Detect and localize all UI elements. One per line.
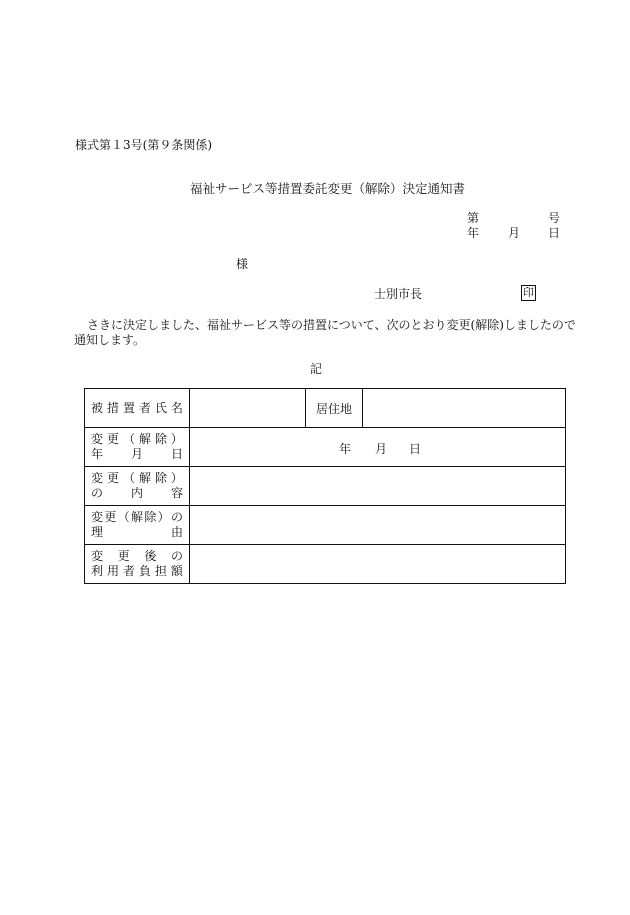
label-change-date (85, 428, 190, 467)
label-char: 年 (91, 447, 104, 461)
label-char: 解 (138, 471, 151, 485)
label-char: ） (170, 432, 183, 446)
date-day: 日 (548, 226, 561, 240)
label-char: 負 (138, 564, 151, 578)
label-char: の (170, 510, 183, 524)
label-char: 名 (170, 400, 183, 415)
label-recipient-name (85, 389, 190, 428)
change-reason-cell[interactable] (190, 506, 566, 545)
date-month: 月 (508, 226, 521, 240)
label-char: 月 (130, 447, 143, 461)
label-char: 置 (122, 400, 135, 415)
form-number: 様式第１3号(第９条関係) (75, 138, 212, 152)
document-title: 福祉サービス等措置委託変更（解除）決定通知書 (190, 181, 466, 196)
change-content-cell[interactable] (190, 467, 566, 506)
label-change-content (85, 467, 190, 506)
change-date-cell[interactable] (190, 428, 566, 467)
label-char: 者 (138, 400, 151, 415)
label-residence: 居住地 (306, 389, 363, 428)
seal-box: 印 (523, 286, 534, 299)
label-char: 除 (144, 510, 157, 524)
label-char: （ (117, 510, 130, 524)
table-row-change-reason (85, 506, 566, 545)
change-date-year: 年 (339, 442, 352, 456)
label-char: 利 (91, 564, 104, 578)
table-row-recipient (85, 389, 566, 428)
change-date-month: 月 (375, 442, 388, 456)
label-char: 後 (144, 549, 157, 563)
label-char: 解 (138, 432, 151, 446)
label-char: 除 (154, 471, 167, 485)
label-char: ） (170, 471, 183, 485)
label-change-reason (85, 506, 190, 545)
doc-number-prefix: 第 (467, 211, 480, 225)
table-row-user-charge (85, 545, 566, 584)
label-char: 更 (104, 510, 117, 524)
label-char: 用 (106, 564, 119, 578)
label-char: （ (122, 471, 135, 485)
label-char: 容 (170, 486, 183, 500)
label-char: 解 (130, 510, 143, 524)
table-row-change-date (85, 428, 566, 467)
label-char: 更 (117, 549, 130, 563)
label-char: 氏 (154, 400, 167, 415)
body-text-line2: 通知します。 (74, 333, 146, 347)
label-char: 変 (91, 510, 104, 524)
label-user-charge (85, 545, 190, 584)
doc-number-suffix: 号 (548, 211, 561, 225)
residence-cell[interactable] (363, 389, 566, 428)
label-char: 更 (106, 471, 119, 485)
label-char: 理 (91, 525, 104, 539)
table-row-change-content (85, 467, 566, 506)
label-char: 被 (91, 400, 104, 415)
label-char: 変 (91, 549, 104, 563)
label-char: 者 (122, 564, 135, 578)
label-char: （ (122, 432, 135, 446)
label-char: 変 (91, 432, 104, 446)
label-char: 日 (170, 447, 183, 461)
label-char: ） (157, 510, 170, 524)
label-char: 措 (106, 400, 119, 415)
label-char: 更 (106, 432, 119, 446)
addressee-suffix: 様 (236, 257, 249, 271)
label-char: の (91, 486, 104, 500)
label-char: 変 (91, 471, 104, 485)
user-charge-cell[interactable] (190, 545, 566, 584)
issuer: 士別市長 (374, 287, 423, 301)
label-char: 内 (130, 486, 143, 500)
label-char: の (170, 549, 183, 563)
ki-heading: 記 (310, 362, 323, 376)
body-text-line1: さきに決定しました、福祉サービス等の措置について、次のとおり変更(解除)しましたので (87, 318, 576, 332)
label-char: 由 (170, 525, 183, 539)
record-table (84, 388, 566, 584)
change-date-day: 日 (409, 442, 422, 456)
date-year: 年 (467, 226, 480, 240)
recipient-name-cell[interactable] (190, 389, 306, 428)
label-char: 除 (154, 432, 167, 446)
seal-mark (521, 285, 536, 301)
label-char: 額 (170, 564, 183, 578)
label-char: 担 (154, 564, 167, 578)
